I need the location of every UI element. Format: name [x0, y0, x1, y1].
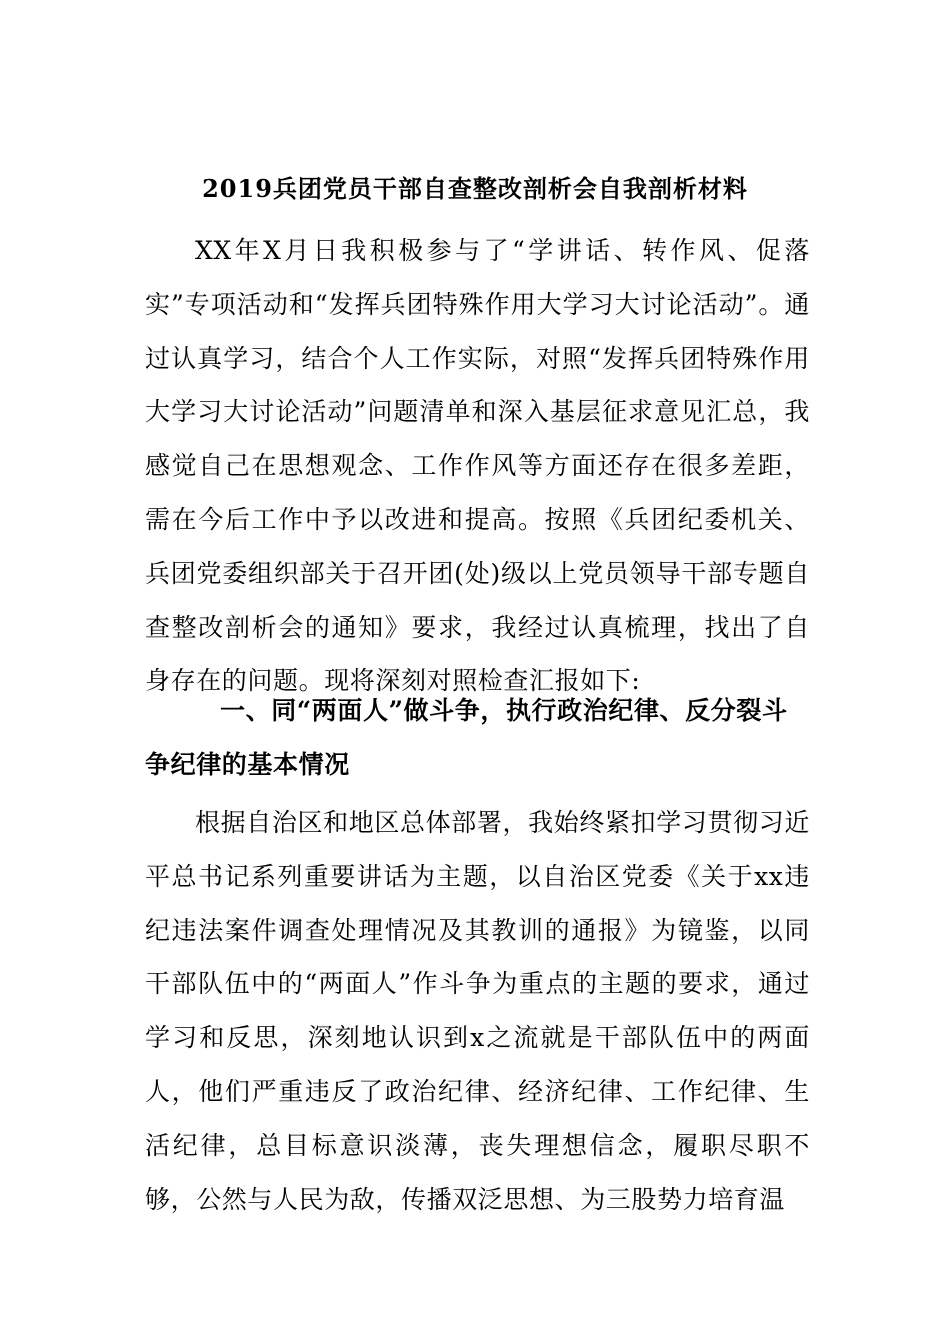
section-paragraph: 根据自治区和地区总体部署，我始终紧扣学习贯彻习近平总书记系列重要讲话为主题，以自治区党委《关于xx违纪违法案件调查处理情况及其教训的通报》为镜鉴，以同干部队伍中的“两面人”作斗争为重点的主题的要求，通过学习和反思，深刻地认识到x之流就是干部队伍中的两面人，他们严重违反了政治纪律、经济纪律、工作纪律、生活纪律，总目标意识淡薄，丧失理想信念，履职尽职不够，公然与人民为敌，传播双泛思想、为三股势力培育温 — [145, 808, 810, 1214]
section-heading: 一、同“两面人”做斗争，执行政治纪律、反分裂斗争纪律的基本情况 — [145, 696, 788, 779]
intro-paragraph: XX年X月日我积极参与了“学讲话、转作风、促落实”专项活动和“发挥兵团特殊作用大学习大讨论活动”。通过认真学习，结合个人工作实际，对照“发挥兵团特殊作用大学习大讨论活动”问题清单和深入基层征求意见汇总，我感觉自己在思想观念、工作作风等方面还存在很多差距，需在今后工作中予以改进和提高。按照《兵团纪委机关、兵团党委组织部关于召开团(处)级以上党员领导干部专题自查整改剖析会的通知》要求，我经过认真梳理，找出了自身存在的问题。现将深刻对照检查汇报如下: — [145, 236, 810, 696]
document-title: 2019兵团党员干部自查整改剖析会自我剖析材料 — [202, 174, 748, 203]
